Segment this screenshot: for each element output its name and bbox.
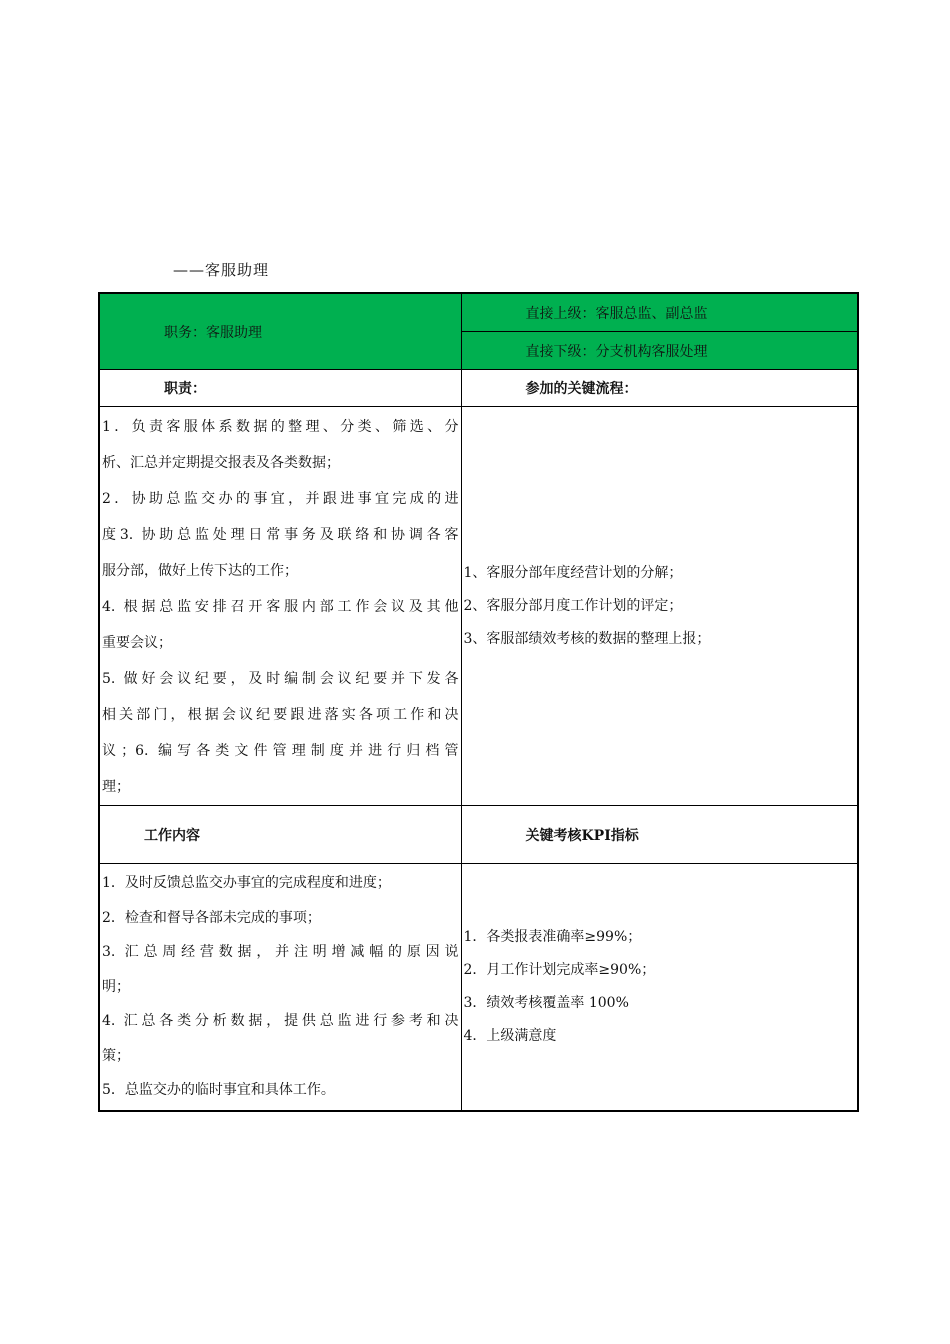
duties-list xyxy=(100,407,461,805)
kpi-item: 3．绩效考核覆盖率 100% xyxy=(463,994,629,1011)
kpi-item: 1．各类报表准确率≥99%； xyxy=(463,928,642,945)
processes-list xyxy=(462,557,858,656)
work-line: 4. 汇总各类分析数据，提供总监进行参考和决 xyxy=(102,1013,459,1029)
kpi-header-cell xyxy=(461,806,858,864)
duty-line: 重要会议； xyxy=(102,635,172,651)
work-line: 3. 汇总周经营数据，并注明增减幅的原因说 xyxy=(102,944,459,960)
processes-header-cell xyxy=(461,370,858,407)
work-line: 策； xyxy=(102,1047,130,1064)
work-line: 2．检查和督导各部未完成的事项； xyxy=(102,909,321,926)
duties-title: 职责： xyxy=(164,381,206,397)
duty-line: 析、汇总并定期提交报表及各类数据； xyxy=(102,455,340,471)
processes-cell xyxy=(461,407,858,806)
subordinate-label: 直接下级：分支机构客服处理 xyxy=(525,343,708,360)
duty-line: 1．负责客服体系数据的整理、分类、筛选、分 xyxy=(102,419,459,435)
work-header-cell xyxy=(99,806,461,864)
duty-line: 4. 根据总监安排召开客服内部工作会议及其他 xyxy=(102,599,459,615)
duty-line: 相关部门，根据会议纪要跟进落实各项工作和决 xyxy=(102,707,459,723)
duty-line: 理； xyxy=(102,779,130,795)
process-item: 3、客服部绩效考核的数据的整理上报； xyxy=(463,630,711,647)
document-subtitle: ——客服助理 xyxy=(173,261,270,279)
work-line: 明； xyxy=(102,978,130,995)
duty-line: 服分部，做好上传下达的工作； xyxy=(102,563,298,579)
position-cell xyxy=(99,293,461,370)
kpi-item: 4．上级满意度 xyxy=(463,1027,557,1044)
processes-title: 参加的关键流程： xyxy=(525,381,638,397)
work-line: 5．总监交办的临时事宜和具体工作。 xyxy=(102,1082,335,1098)
subordinate-cell xyxy=(461,332,858,370)
job-description-table xyxy=(98,292,859,1112)
superior-cell xyxy=(461,293,858,332)
superior-label: 直接上级：客服总监、副总监 xyxy=(525,305,708,322)
duties-header-cell xyxy=(99,370,461,407)
duty-line: 5. 做好会议纪要，及时编制会议纪要并下发各 xyxy=(102,671,459,687)
kpi-title: 关键考核KPI指标 xyxy=(525,827,639,844)
duty-line: 议；6. 编写各类文件管理制度并进行归档管 xyxy=(102,743,459,759)
work-list xyxy=(100,864,461,1110)
position-label: 职务：客服助理 xyxy=(164,324,262,341)
kpi-item: 2．月工作计划完成率≥90%； xyxy=(463,961,656,978)
work-line: 1．及时反馈总监交办事宜的完成程度和进度； xyxy=(102,875,391,891)
kpi-cell xyxy=(461,864,858,1111)
duties-cell xyxy=(99,407,461,806)
process-item: 2、客服分部月度工作计划的评定； xyxy=(463,597,683,614)
kpi-list xyxy=(462,921,858,1053)
duty-line: 2．协助总监交办的事宜，并跟进事宜完成的进 xyxy=(102,491,459,507)
work-title: 工作内容 xyxy=(144,827,200,844)
duty-line: 度3. 协助总监处理日常事务及联络和协调各客 xyxy=(102,527,459,543)
process-item: 1、客服分部年度经营计划的分解； xyxy=(463,564,683,581)
work-cell xyxy=(99,864,461,1111)
